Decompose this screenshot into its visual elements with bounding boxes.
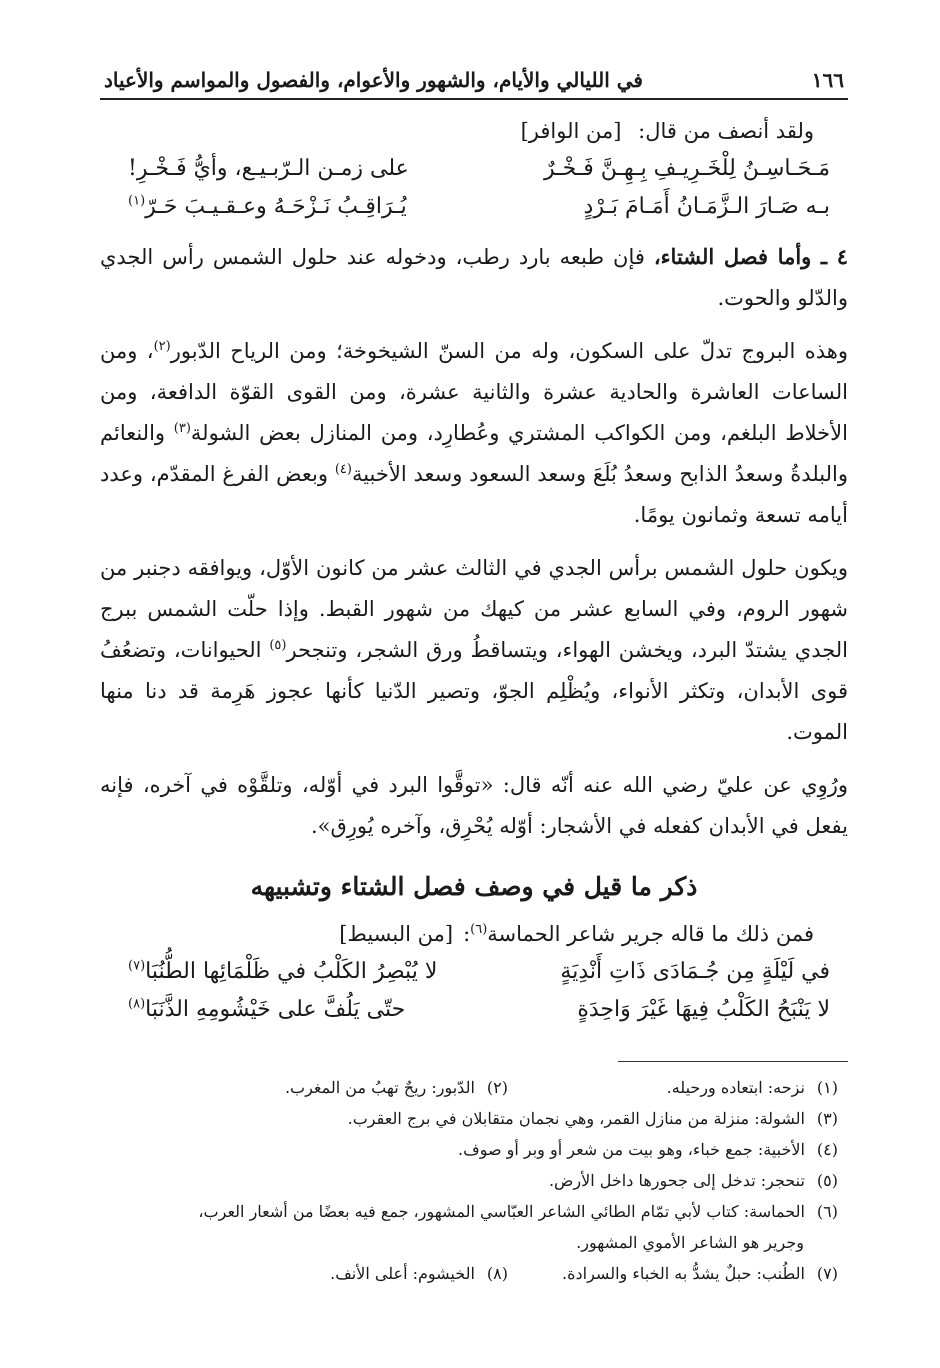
paragraph-text: والنعائم والبلدةُ وسعدُ الذابح وسعدُ بُلَعَ وسعد السعود وسعد الأخبية (100, 421, 848, 486)
paragraph-text: وهذه البروج تدلّ على السكون، وله من السنّ الشيخوخة؛ ومن الرياح الدّبور (170, 339, 848, 363)
meter-label: [من الوافر] (520, 119, 622, 143)
footnote-text: الحماسة: كتاب لأبي تمّام الطائي الشاعر العبّاسي المشهور، جمع فيه بعضًا من أشعار العرب، (198, 1202, 805, 1221)
header-rule (100, 98, 848, 100)
intro-colon: : (463, 922, 471, 946)
footnote-ref: (٣) (173, 421, 191, 436)
footnote-ref: (٥) (269, 638, 287, 653)
verse-line (100, 188, 848, 226)
paragraph-ali: ورُوِي عن عليّ رضي الله عنه أنّه قال: «توقَّوا البرد في أوّله، وتلقَّوْه في آخره، فإنه يفعل في الأبدان كفعله في الأشجار: أوّله يُحْرِق، وآخره يُورِق». (100, 773, 848, 838)
running-title: في الليالي والأيام، والشهور والأعوام، والفصول والمواسم والأعياد (104, 68, 643, 92)
verse-second-hemistich (128, 991, 405, 1029)
footnote-ref: (٦) (470, 922, 488, 937)
verse-first-hemistich: لا يَنْبَحُ الكَلْبُ فِيهَا غَيْرَ وَاحِدَةٍ (577, 997, 830, 1022)
hemistich-text: حتّى يَلُفَّ على خَيْشُومِهِ الذَّنَبَا (145, 997, 406, 1022)
footnote-6 (100, 1196, 848, 1227)
footnote-number: (٤) (816, 1140, 838, 1159)
footnote-7 (508, 1258, 838, 1289)
footnote-number: (١) (816, 1078, 838, 1097)
intro-line (100, 112, 848, 150)
paragraph-lead: ٤ ـ وأما فصل الشتاء، (653, 244, 848, 269)
verse-second-hemistich: على زمـن الـرّبـيـع، وأيُّ فَـخْـرِ! (128, 156, 409, 181)
verse-line (100, 991, 848, 1029)
footnote-number: (٣) (816, 1109, 838, 1128)
paragraph-text: ويكون حلول الشمس برأس الجدي في الثالث عشر من كانون الأوّل، ويوافقه دجنبر من شهور الروم، وفي السابع عشر من كيهك من شهور القبط. وإذا حلّت الشمس ببرج الجدي يشتدّ البرد، ويخشن الهواء، ويتساقطُ ورق الشجر، وتنجحر (100, 556, 849, 662)
poem-2 (100, 953, 848, 1029)
footnote-ref: (٨) (128, 996, 146, 1012)
footnote-row (100, 1072, 848, 1103)
footnote-number: (٢) (486, 1078, 508, 1097)
footnote-ref: (٢) (153, 339, 171, 354)
paragraph-signs (100, 331, 848, 536)
verse-first-hemistich: مَـحَـاسِـنُ لِلْخَـرِيـفِ بِـهِـنَّ فَـخْـرٌ (544, 156, 830, 181)
footnote-4 (100, 1134, 848, 1165)
footnote-1 (508, 1072, 838, 1103)
paragraph-text: الحيوانات، وتضعُفُ قوى الأبدان، وتكثر الأنواء، ويُظْلِم الجوّ، وتصير الدّنيا كأنها عجوز هَرِمة قد دنا منها الموت. (100, 638, 848, 744)
verse-second-hemistich (128, 188, 407, 226)
footnote-rule (618, 1061, 848, 1062)
paragraph-text: فإن طبعه بارد رطب، ودخوله عند حلول الشمس رأس الجدي والدّلو والحوت. (100, 245, 848, 310)
footnote-number: (٥) (816, 1171, 838, 1190)
footnote-8 (330, 1258, 508, 1289)
footnote-row (100, 1258, 848, 1289)
footnote-text: الطُنب: حبلٌ يشدُّ به الخباء والسرادة. (562, 1264, 805, 1283)
paragraph-text: وبعض الفرغ المقدّم، وعدد أيامه تسعة وثمانون يومًا. (100, 462, 848, 527)
footnote-text: نزحه: ابتعاده ورحيله. (666, 1078, 805, 1097)
verse-line (100, 953, 848, 991)
footnote-6-continuation: وجرير هو الشاعر الأموي المشهور. (576, 1233, 804, 1252)
section-heading: ذكر ما قيل في وصف فصل الشتاء وتشبيهه (250, 872, 698, 901)
footnote-text: الأخبية: جمع خباء، وهو بيت من شعر أو وبر أو صوف. (458, 1140, 805, 1159)
intro-line-2 (100, 915, 848, 953)
footnote-text: الدّبور: ريحٌ تهبُ من المغرب. (284, 1078, 475, 1097)
footnote-number: (٧) (816, 1264, 838, 1283)
running-header (100, 68, 848, 98)
intro-text: فمن ذلك ما قاله جرير شاعر الحماسة (487, 922, 814, 946)
paragraph-text: ، ومن الساعات العاشرة والحادية عشرة والثانية عشرة، ومن القوى القوّة الدافعة، ومن الأخلاط البلغم، ومن الكواكب المشتري وعُطارِد، ومن المنازل بعض الشولة (100, 339, 848, 445)
footnote-3 (100, 1103, 848, 1134)
footnote-2 (285, 1072, 508, 1103)
verse-second-hemistich (128, 953, 437, 991)
footnote-number: (٨) (486, 1264, 508, 1283)
paragraph-winter (100, 236, 848, 319)
page-number: ١٦٦ (811, 68, 844, 92)
paragraph-sun (100, 548, 848, 753)
poem-1 (100, 150, 848, 226)
intro-text: ولقد أنصف من قال: (638, 119, 814, 143)
meter-label: [من البسيط] (339, 922, 454, 946)
footnote-5 (100, 1165, 848, 1196)
footnotes (100, 1072, 848, 1289)
hemistich-text: يُـرَاقِـبُ نَـزْحَـهُ وعـقـيـبَ حَـرّ (145, 194, 407, 219)
footnote-ref: (١) (128, 193, 146, 209)
footnote-number: (٦) (816, 1202, 838, 1221)
footnote-ref: (٧) (128, 958, 146, 974)
footnote-text: الشولة: منزلة من منازل القمر، وهي نجمان متقابلان في برج العقرب. (347, 1109, 805, 1128)
footnote-ref: (٤) (334, 462, 352, 477)
verse-first-hemistich: بـه صَـارَ الـزَّمَـانُ أَمَـامَ بَـرْدٍ (583, 194, 830, 219)
hemistich-text: لا يُبْصِرُ الكَلْبُ في ظَلْمَائِها الطُّنُبَا (145, 959, 438, 984)
footnote-text: تنحجر: تدخل إلى جحورها داخل الأرض. (548, 1171, 805, 1190)
footnote-text: الخيشوم: أعلى الأنف. (330, 1264, 475, 1283)
verse-first-hemistich: في لَيْلَةٍ مِن جُـمَادَى ذَاتِ أَنْدِيَةٍ (560, 959, 830, 984)
verse-line (100, 150, 848, 188)
